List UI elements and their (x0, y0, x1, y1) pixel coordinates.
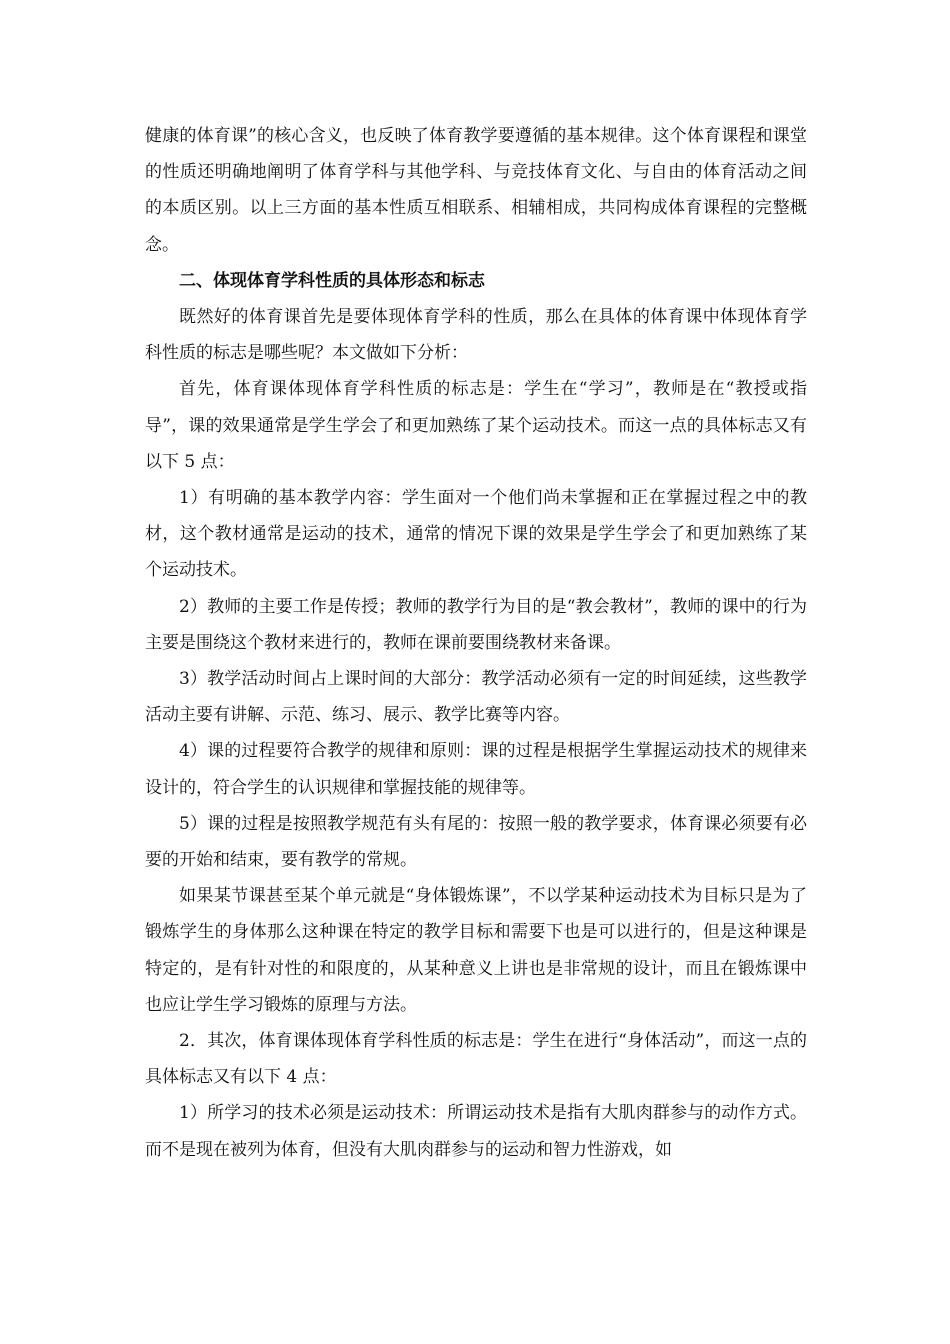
list-item: 2）教师的主要工作是传授；教师的教学行为目的是“教会教材”，教师的课中的行为主要是围绕这个教材来进行的，教师在课前要围绕教材来备课。 (145, 596, 807, 653)
section-heading: 二、体现体育学科性质的具体形态和标志 (179, 270, 485, 291)
paragraph: 健康的体育课”的核心含义，也反映了体育教学要遵循的基本规律。这个体育课程和课堂的性质还明确地阐明了体育学科与其他学科、与竞技体育文化、与自由的体育活动之间的本质区别。以上三方面的基本性质互相联系、相辅相成，共同构成体育课程的完整概念。 (145, 126, 807, 255)
list-item: 5）课的过程是按照教学规范有头有尾的：按照一般的教学要求，体育课必须要有必要的开始和结束，要有教学的常规。 (145, 813, 807, 871)
list-item: 4）课的过程要符合教学的规律和原则：课的过程是根据学生掌握运动技术的规律来设计的，符合学生的认识规律和掌握技能的规律等。 (145, 741, 807, 798)
document-body (145, 118, 807, 1168)
paragraph: 2．其次，体育课体现体育学科性质的标志是：学生在进行“身体活动”，而这一点的具体标志又有以下 4 点： (145, 1031, 807, 1088)
list-item: 3）教学活动时间占上课时间的大部分：教学活动必须有一定的时间延续，这些教学活动主要有讲解、示范、练习、展示、教学比赛等内容。 (145, 669, 807, 726)
paragraph: 如果某节课甚至某个单元就是“身体锻炼课”，不以学某种运动技术为目标只是为了锻炼学生的身体那么这种课在特定的教学目标和需要下也是可以进行的，但是这种课是特定的，是有针对性的和限度的，从某种意义上讲也是非常规的设计，而且在锻炼课中也应让学生学习锻炼的原理与方法。 (145, 886, 807, 1015)
list-item: 1）有明确的基本教学内容：学生面对一个他们尚未掌握和正在掌握过程之中的教材，这个教材通常是运动的技术，通常的情况下课的效果是学生学会了和更加熟练了某个运动技术。 (145, 488, 807, 581)
paragraph: 既然好的体育课首先是要体现体育学科的性质，那么在具体的体育课中体现体育学科性质的标志是哪些呢？本文做如下分析： (145, 307, 807, 364)
paragraph: 首先，体育课体现体育学科性质的标志是：学生在“学习”，教师是在“教授或指导”，课的效果通常是学生学会了和更加熟练了某个运动技术。而这一点的具体标志又有以下 5 点： (145, 379, 807, 472)
list-item: 1）所学习的技术必须是运动技术：所谓运动技术是指有大肌肉群参与的动作方式。而不是现在被列为体育，但没有大肌肉群参与的运动和智力性游戏，如 (145, 1103, 807, 1160)
